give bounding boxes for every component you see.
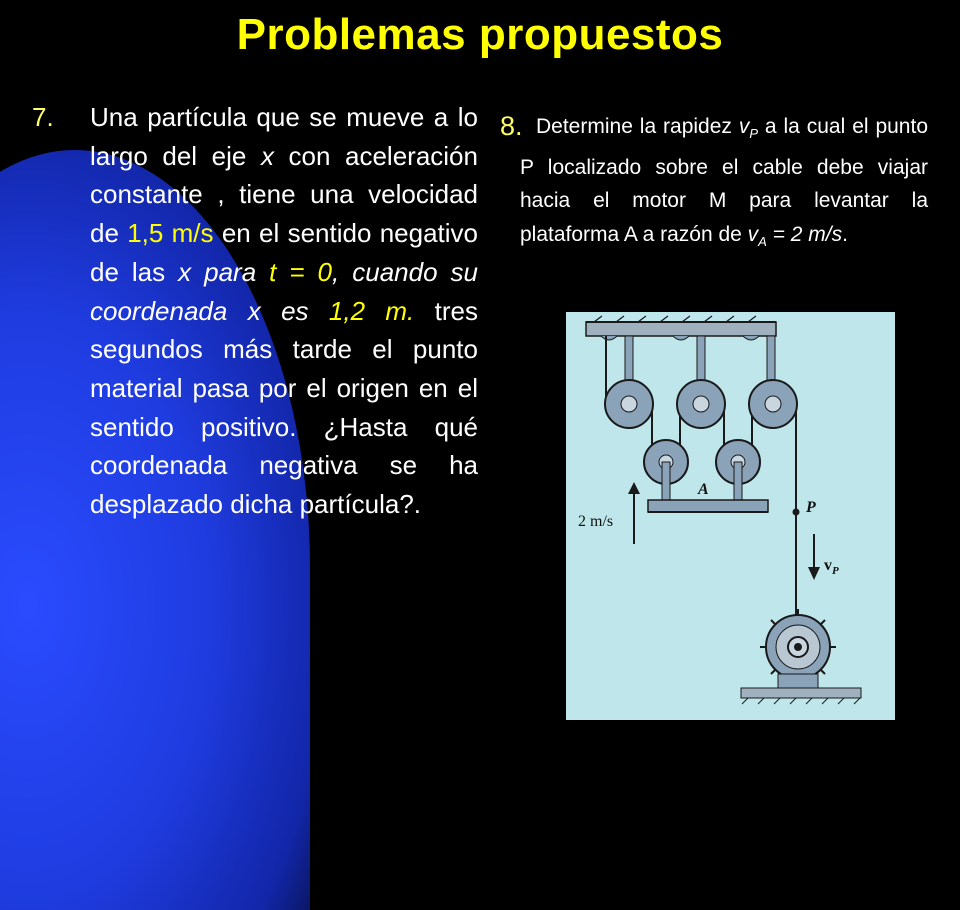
problem-7-number: 7. — [32, 102, 54, 132]
slide-title: Problemas propuestos — [236, 10, 724, 59]
label-vp-v: v — [824, 557, 832, 574]
p7-coordinate: 1,2 m. — [328, 295, 415, 326]
ceiling — [586, 316, 776, 336]
p7-text-d: tres segundos más tarde el punto material pasa por el origen en el sentido positivo. ¿Hasta qué coordenada negativa se ha desplazado dicha partícula?. — [90, 295, 478, 520]
p8-va-symbol: v — [747, 222, 759, 246]
problem-8-number: 8. — [500, 111, 523, 141]
p8-vp-subscript: P — [749, 126, 758, 142]
p8-text-a: Determine la rapidez — [536, 115, 739, 138]
p7-para: para — [191, 256, 270, 287]
motor-m — [760, 609, 836, 688]
label-a: A — [698, 481, 709, 498]
pulley-system-figure — [566, 312, 895, 720]
vp-arrow — [808, 534, 820, 580]
problem-8 — [500, 110, 928, 258]
p8-va-value: = 2 m/s — [766, 222, 843, 246]
p8-vp-symbol: v — [738, 115, 750, 138]
p7-x-variable: x — [260, 140, 274, 171]
label-p: P — [806, 499, 816, 516]
p8-end: . — [842, 222, 848, 246]
problem-7 — [32, 98, 478, 524]
p7-text-c: en el sentido negativo de las — [90, 218, 478, 287]
problem-7-text — [90, 98, 478, 524]
label-2ms: 2 m/s — [578, 513, 614, 530]
p7-text-b: con aceleración constante , tiene una velocidad de — [90, 140, 478, 249]
label-vp-sub: P — [832, 565, 839, 577]
platform-velocity-arrow — [628, 482, 640, 544]
p7-text-a: Una partícula que se mueve a lo largo del eje — [90, 102, 478, 171]
p7-cuando: , cuando su coordenada x es — [90, 256, 478, 326]
p7-time-zero: t = 0 — [269, 256, 333, 287]
p7-x-variable-2: x — [178, 256, 192, 287]
p8-va-subscript: A — [758, 233, 767, 249]
problem-8-text — [520, 110, 928, 258]
p7-velocity: 1,5 m/s — [127, 218, 214, 249]
ground — [741, 688, 861, 704]
point-p — [793, 509, 800, 516]
p8-text-b: a la cual el punto P localizado sobre el cable debe viajar hacia el motor M para levantar la plataforma A a razón de — [520, 115, 928, 246]
platform-a — [648, 500, 768, 512]
label-vp — [824, 557, 839, 577]
upper-pulleys — [605, 380, 797, 428]
